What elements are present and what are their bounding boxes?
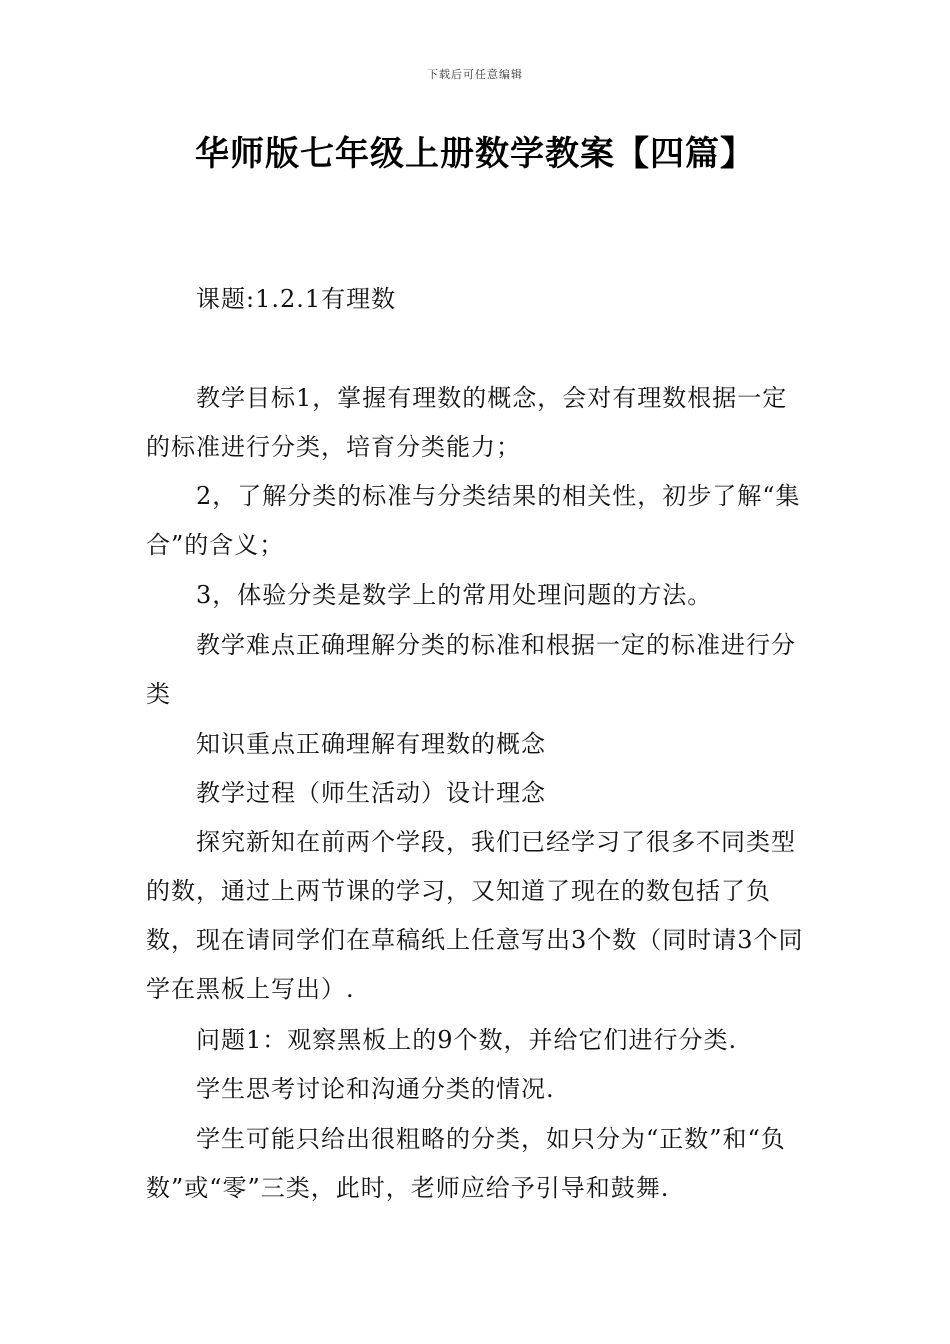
paragraph-knowledge-focus: 知识重点正确理解有理数的概念 [196,730,546,758]
paragraph-teaching-difficulty: 教学难点正确理解分类的标准和根据一定的标准进行分类 [146,631,796,708]
document-title: 华师版七年级上册数学教案【四篇】 [195,134,755,174]
paragraph-teaching-objective-2: 2，了解分类的标准与分类结果的相关性，初步了解“集合”的含义； [146,482,801,559]
header-note: 下载后可任意编辑 [427,68,523,81]
paragraph-teaching-objective-3: 3，体验分类是数学上的常用处理问题的方法。 [196,581,713,609]
paragraph-student-discussion: 学生思考讨论和沟通分类的情况. [196,1075,555,1103]
paragraph-teaching-process: 教学过程（师生活动）设计理念 [196,779,546,807]
paragraph-explore-new-knowledge: 探究新知在前两个学段，我们已经学习了很多不同类型的数，通过上两节课的学习，又知道了现在的数包括了负数，现在请同学们在草稿纸上任意写出3个数（同时请3个同学在黑板上写出）. [146,828,804,1003]
paragraph-teaching-objective-1: 教学目标1，掌握有理数的概念，会对有理数根据一定的标准进行分类，培育分类能力； [146,384,788,461]
lesson-topic: 课题:1.2.1有理数 [196,285,397,313]
paragraph-teacher-guidance: 学生可能只给出很粗略的分类，如只分为“正数”和“负数”或“零”三类，此时，老师应给予引导和鼓舞. [146,1125,786,1202]
paragraph-question-1: 问题1：观察黑板上的9个数，并给它们进行分类. [196,1026,738,1054]
